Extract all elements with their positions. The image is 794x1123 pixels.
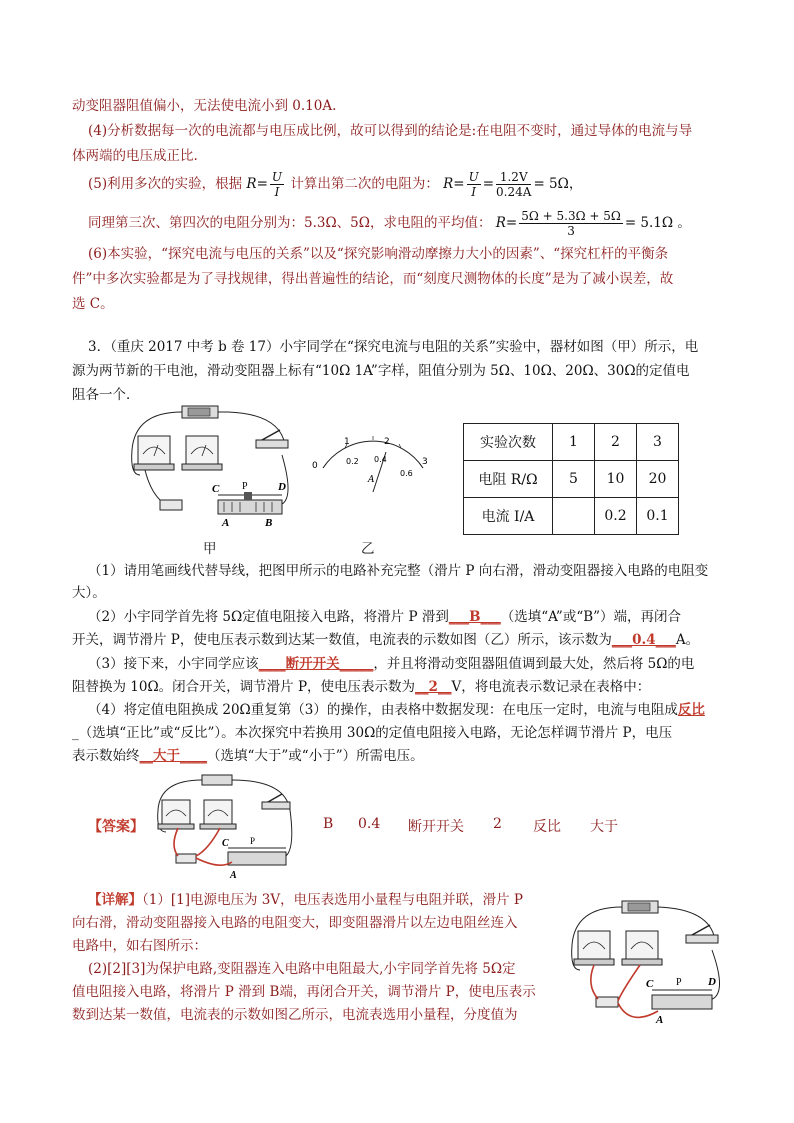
- table-cell: 3: [637, 424, 679, 461]
- question-line: 源为两节新的干电池，滑动变阻器上标有“10Ω 1A”字样，阻值分别为 5Ω、10Ω、20Ω、30Ω的定值电: [72, 363, 690, 379]
- svg-text:1: 1: [344, 437, 350, 447]
- question-line: （1）请用笔画线代替导线，把图甲所示的电路补充完整（滑片 P 向右滑，滑动变阻器接入电路的电阻变: [88, 563, 709, 579]
- text-line: 体两端的电压成正比.: [72, 148, 198, 164]
- answer-item: 反比: [533, 819, 561, 835]
- svg-text:0.4: 0.4: [374, 455, 387, 464]
- svg-text:0.6: 0.6: [400, 469, 413, 478]
- question-line: 开关，调节滑片 P，使电压表示数到达某一数值，电流表的示数如图（乙）所示，该示数为___0.4___A。: [72, 632, 700, 648]
- figure-caption: 乙: [361, 541, 375, 557]
- question-line: （4）将定值电阻换成 20Ω重复第（3）的操作，由表格中数据发现：在电压一定时，电流与电阻成反比: [88, 702, 705, 718]
- answer-item: 断开开关: [408, 819, 464, 835]
- text-line: 动变阻器阻值偏小，无法使电流小到 0.10A.: [72, 98, 337, 114]
- svg-text:C: C: [646, 978, 654, 990]
- ammeter-icon: [134, 436, 174, 470]
- detail-line: 【详解】（1）[1]电源电压为 3V，电压表选用小量程与电阻并联，滑片 P: [88, 892, 523, 908]
- question-line: 阻替换为 10Ω。闭合开关，调节滑片 P，使电压表示数为__2__V，将电流表示数记录在表格中：: [72, 679, 651, 695]
- svg-text:D: D: [708, 976, 716, 988]
- table-cell: 电阻 R/Ω: [464, 461, 553, 498]
- table-row: [464, 424, 679, 461]
- answer-item: 2: [493, 816, 502, 832]
- table-cell: 1: [553, 424, 595, 461]
- table-cell: 实验次数: [464, 424, 553, 461]
- question-line: _（选填“正比”或“反比”）。本次探究中若换用 30Ω的定值电阻接入电路，无论怎样调节滑片 P，电压: [72, 725, 673, 741]
- formula-line-r1: (5)利用多次的实验，根据 R= $\frac{U}{I}$ 计算出第二次的电阻为： R= $\frac{U}{I}$ = $\frac{1.2V}{0.24A}$ = 5Ω，: [88, 170, 583, 199]
- circuit-figure-jia: [120, 400, 300, 535]
- svg-text:2: 2: [384, 437, 390, 447]
- table-cell: 0.1: [637, 498, 679, 535]
- answer-circuit-figure: [150, 770, 300, 885]
- answer-blank: __2__: [415, 679, 452, 695]
- answer-label: 【答案】: [88, 819, 144, 835]
- table-cell: 电流 I/A: [464, 498, 553, 535]
- detail-line: 值电阻接入电路，将滑片 P 滑到 B端，再闭合开关，调节滑片 P，使电压表示: [72, 984, 536, 1000]
- resistor-icon: [160, 500, 182, 510]
- table-cell: 10: [595, 461, 637, 498]
- svg-text:A: A: [656, 1014, 664, 1026]
- detail-line: (2)[2][3]为保护电路,变阻器连入电路中电阻最大,小宇同学首先将 5Ω定: [88, 961, 516, 977]
- data-table: [463, 423, 679, 535]
- svg-text:0: 0: [312, 461, 318, 471]
- table-row: [464, 461, 679, 498]
- table-cell: 0.2: [595, 498, 637, 535]
- answer-item: B: [323, 816, 334, 832]
- svg-text:P: P: [676, 977, 682, 988]
- answer-item: 0.4: [358, 816, 381, 832]
- text-line: 件”中多次实验都是为了寻找规律，得出普遍性的结论，而“刻度尺测物体的长度”是为了减小误差，故: [72, 271, 674, 287]
- answer-blank: ___0.4___: [611, 632, 676, 648]
- svg-text:D: D: [278, 481, 286, 493]
- answer-blank: ____断开开关_____: [258, 656, 374, 672]
- svg-text:C: C: [222, 838, 229, 849]
- svg-text:0.2: 0.2: [346, 457, 359, 466]
- figure-caption: 甲: [203, 541, 217, 557]
- table-cell: [553, 498, 595, 535]
- detail-line: 电路中，如右图所示：: [72, 938, 207, 954]
- question-line: 3．（重庆 2017 中考 b 卷 17）小宇同学在“探究电流与电阻的关系”实验中，器材如图（甲）所示，电: [88, 339, 699, 355]
- question-line: （2）小宇同学首先将 5Ω定值电阻接入电路，将滑片 P 滑到___B___（选填“A”或“B”）端，再闭合: [88, 609, 682, 625]
- detail-circuit-figure: [560, 895, 730, 1030]
- answer-item: 大于: [590, 819, 618, 835]
- question-line: 表示数始终__大于____（选填“大于”或“小于”）所需电压。: [72, 748, 424, 764]
- battery-icon: [182, 406, 228, 418]
- text-line: (4)分析数据每一次的电流都与电压成比例，故可以得到的结论是:在电阻不变时，通过导体的电流与导: [88, 123, 693, 139]
- table-cell: 20: [637, 461, 679, 498]
- svg-text:B: B: [265, 517, 273, 529]
- text-line: 选 C。: [72, 296, 114, 312]
- rheostat-icon: [218, 492, 282, 514]
- answer-blank: ___B___: [448, 609, 501, 625]
- voltmeter-icon: [182, 436, 222, 470]
- svg-text:A: A: [222, 517, 230, 529]
- svg-text:A: A: [368, 475, 375, 485]
- detail-line: 数到达某一数值，电流表的示数如图乙所示，电流表选用小量程，分度值为: [72, 1007, 518, 1023]
- answer-blank: 反比: [677, 702, 705, 718]
- table-row: [464, 498, 679, 535]
- answer-blank: __大于____: [139, 748, 207, 764]
- svg-text:P: P: [250, 836, 256, 846]
- detail-line: 向右滑，滑动变阻器接入电路的电阻变大，即变阻器滑片以左边电阻丝连入: [72, 915, 518, 931]
- svg-text:3: 3: [422, 457, 428, 467]
- table-cell: 2: [595, 424, 637, 461]
- question-line: 大）。: [72, 585, 106, 601]
- svg-text:C: C: [212, 483, 220, 495]
- ammeter-dial-figure-yi: [308, 430, 438, 500]
- table-cell: 5: [553, 461, 595, 498]
- text-line: (6)本实验，“探究电流与电压的关系”以及“探究影响滑动摩擦力大小的因素”、“探究杠杆的平衡条: [88, 246, 669, 262]
- question-line: （3）接下来，小宇同学应该____断开开关_____，并且将滑动变阻器阻值调到最大处，然后将 5Ω的电: [88, 656, 695, 672]
- question-line: 阻各一个．: [72, 387, 140, 403]
- formula-line-avg: 同理第三次、第四次的电阻分别为：5.3Ω、5Ω，求电阻的平均值： R= $\frac{5\Omega + 5.3\Omega + 5\Omega}{3}$ = 5.1Ω 。: [88, 209, 691, 238]
- svg-text:A: A: [230, 870, 237, 881]
- svg-text:P: P: [242, 481, 248, 492]
